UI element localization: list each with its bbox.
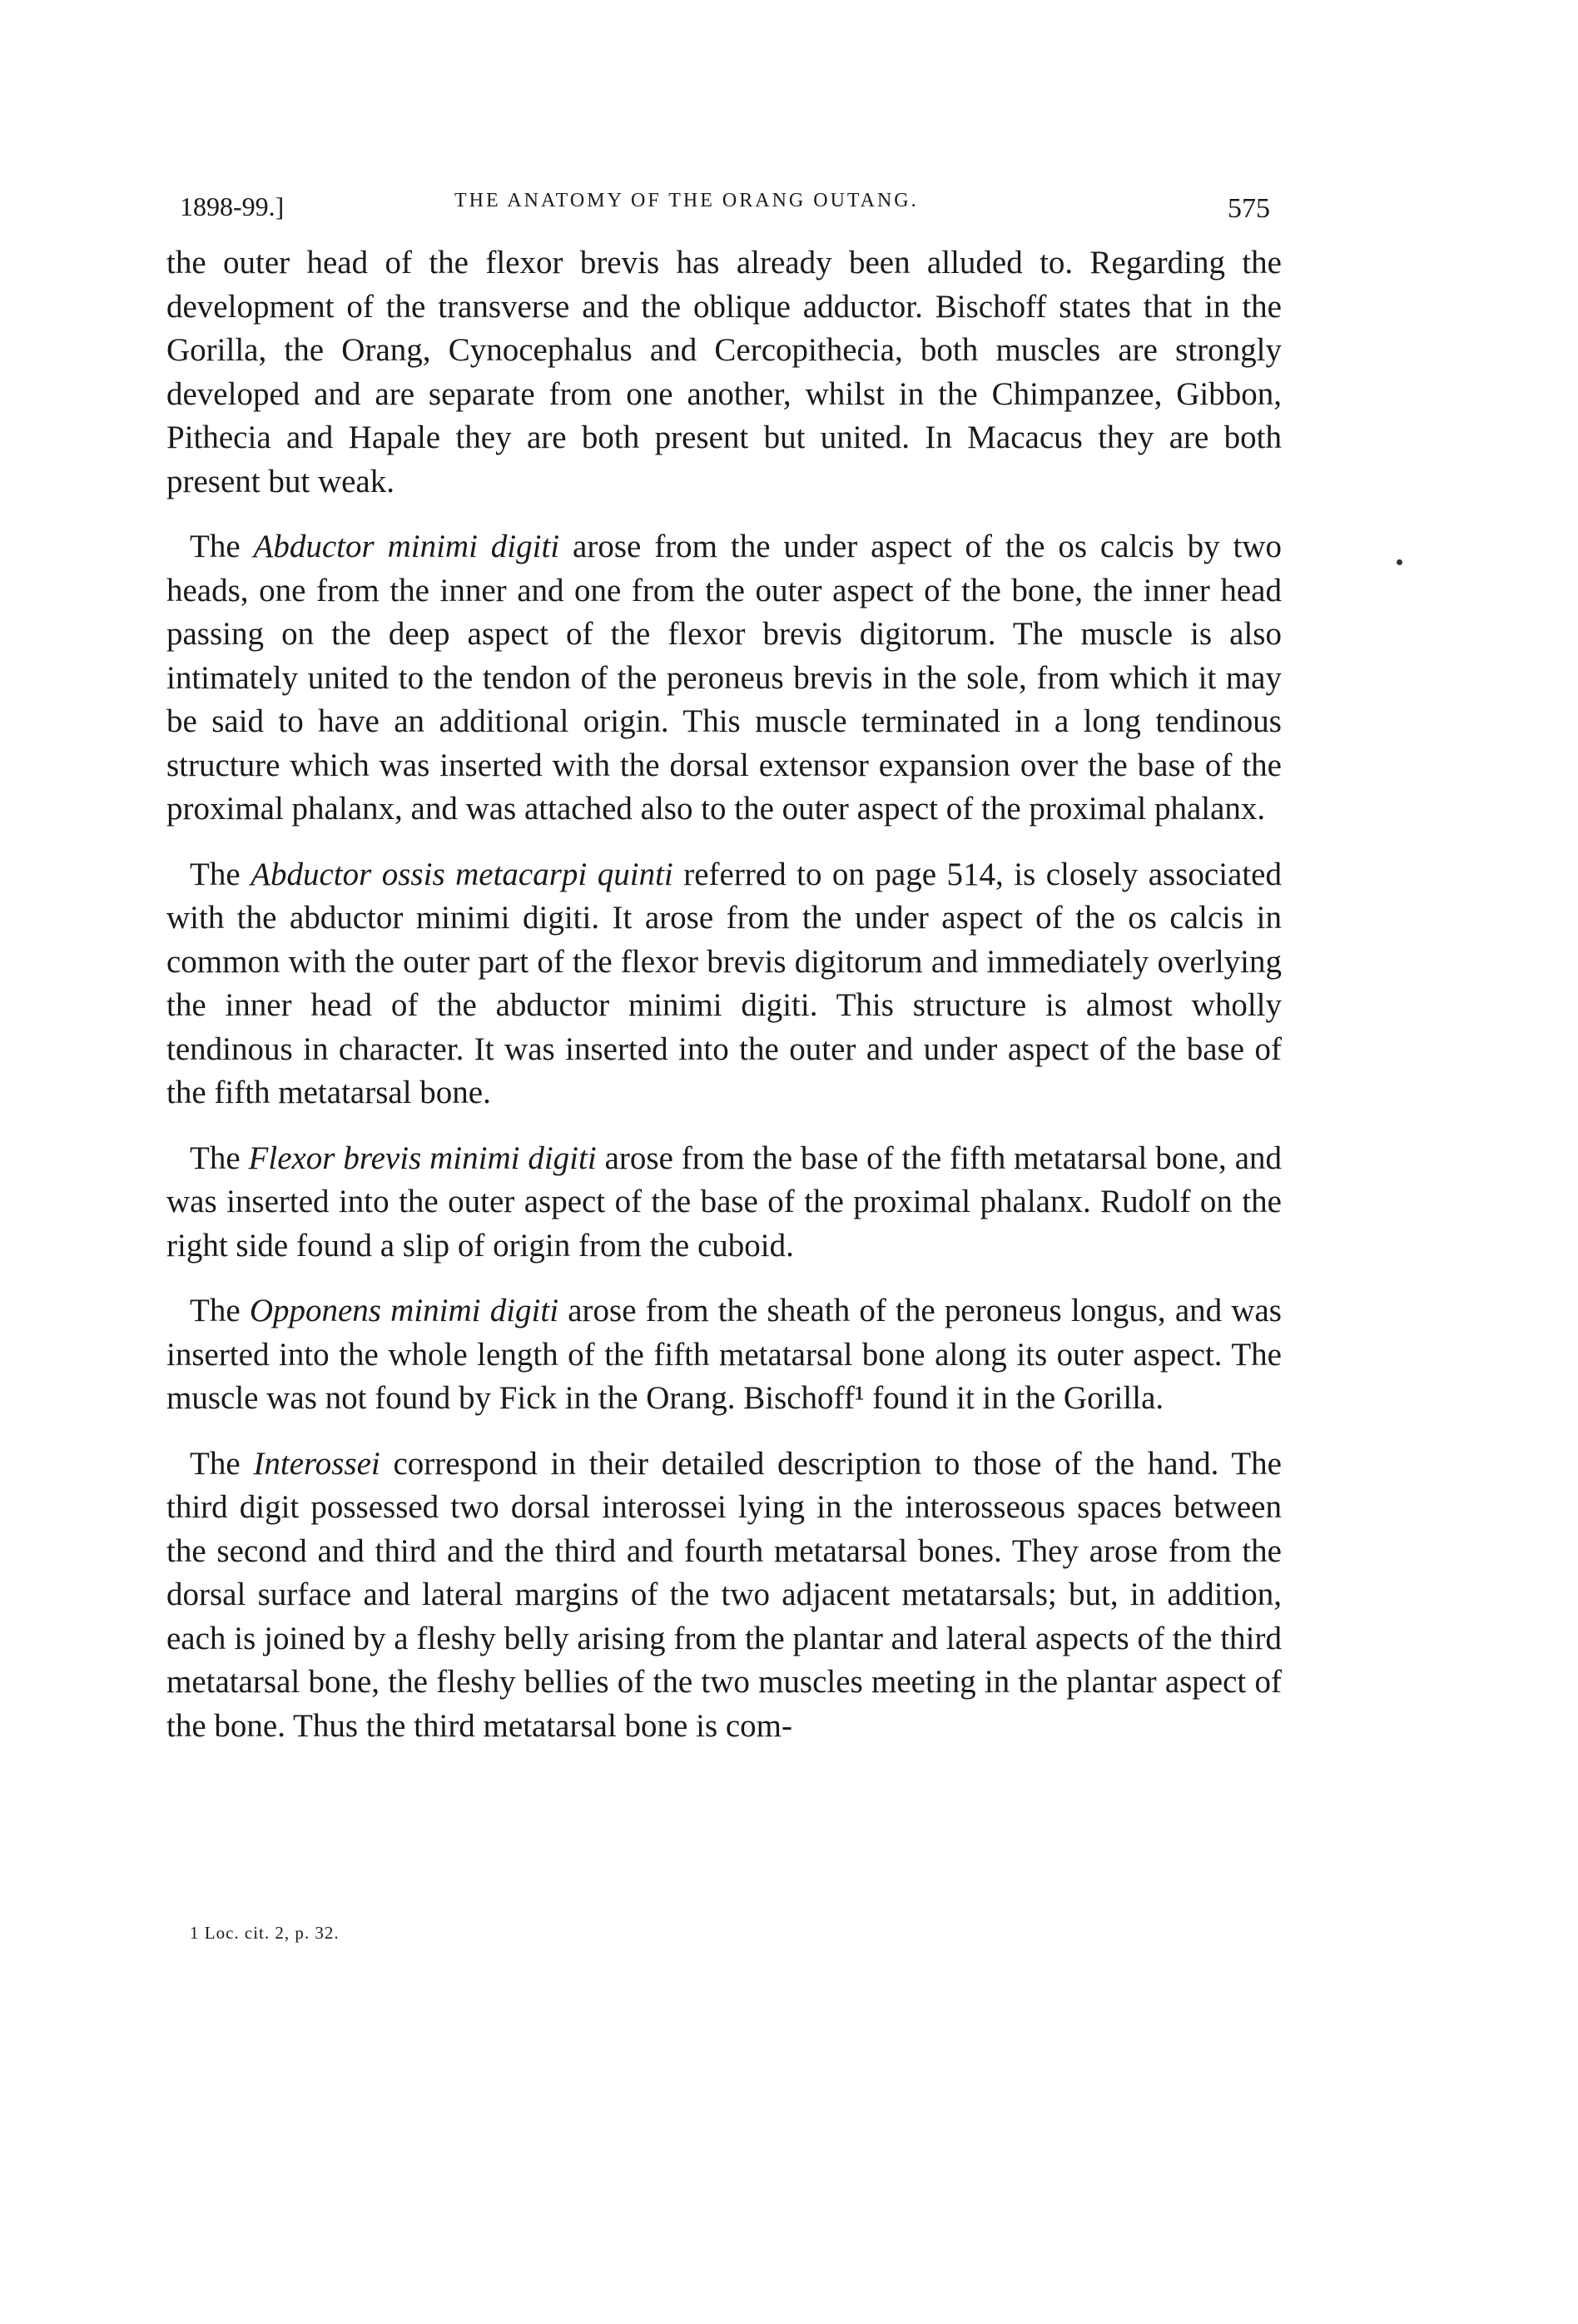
ink-speck — [1397, 559, 1402, 565]
running-header — [180, 183, 1270, 225]
text-run: arose from the base of the fifth metatarsal bone, and was inserted into the outer aspect of the base of the proximal phalanx. Rudolf on the right side found a slip of origin from the cuboid. — [166, 1140, 1283, 1264]
text-run: The — [190, 529, 254, 564]
text-run: the outer head of the flexor brevis has already been alluded to. Regarding the development of the transverse and the oblique adductor. Bischoff states that in the Gorilla, the Orang, Cynocephalus and Cercopithecia, both muscles are strongly developed and are separate from one another, whilst in the Chimpanzee, Gibbon, Pithecia and Hapale they are both present but united. In Macacus they are both present but weak. — [166, 245, 1282, 499]
paragraph-6 — [166, 1443, 1282, 1749]
paragraph-2 — [166, 525, 1282, 832]
paragraph-3 — [166, 853, 1282, 1115]
paragraph-1 — [166, 241, 1282, 504]
body-text — [166, 241, 1282, 1770]
footnote: 1 Loc. cit. 2, p. 32. — [190, 1923, 340, 1943]
text-run: The — [190, 1293, 250, 1328]
header-title: THE ANATOMY OF THE ORANG OUTANG. — [454, 190, 919, 211]
header-year-range: 1898-99.] — [180, 191, 285, 221]
muscle-name: Interossei — [253, 1445, 380, 1482]
text-run: correspond in their detailed description to those of the hand. The third digit possessed two dorsal interossei lying in the interosseous spaces between the second and third and the third and fourth metatarsal bones. They arose from the dorsal surface and lateral margins of the two adjacent metatarsals; but, in addition, each is joined by a fleshy belly arising from the plantar and lateral aspects of the third metatarsal bone, the fleshy bellies of the two muscles meeting in the plantar aspect of the bone. Thus the third metatarsal bone is com- — [166, 1445, 1282, 1744]
muscle-name: Abductor ossis metacarpi quinti — [251, 856, 673, 892]
page-number: 575 — [1228, 193, 1270, 224]
paragraph-4 — [166, 1137, 1282, 1269]
text-run: The — [190, 1445, 254, 1482]
text-run: arose from the sheath of the peroneus longus, and was inserted into the whole length of the fifth metatarsal bone along its outer aspect. The muscle was not found by Fick in the Orang. Bischoff¹ found it in the Gorilla. — [166, 1293, 1282, 1416]
text-run: arose from the under aspect of the os calcis by two heads, one from the inner and one from the outer aspect of the bone, the inner head passing on the deep aspect of the flexor brevis digitorum. The muscle is also intimately united to the tendon of the peroneus brevis in the sole, from which it may be said to have an additional origin. This muscle terminated in a long tendinous structure which was inserted with the dorsal extensor expansion over the base of the proximal phalanx, and was attached also to the outer aspect of the proximal phalanx. — [166, 529, 1282, 827]
muscle-name: Flexor brevis minimi digiti — [248, 1140, 597, 1176]
text-run: The — [190, 856, 251, 892]
muscle-name: Opponens minimi digiti — [249, 1293, 559, 1328]
text-run: The — [190, 1140, 249, 1176]
muscle-name: Abductor minimi digiti — [253, 529, 560, 564]
text-run: referred to on page 514, is closely associated with the abductor minimi digiti. It arose from the under aspect of the os calcis in common with the outer part of the flexor brevis digitorum and immediately overlying the inner head of the abductor minimi digiti. This structure is almost wholly tendinous in character. It was inserted into the outer and under aspect of the base of the fifth metatarsal bone. — [166, 856, 1282, 1110]
paragraph-5 — [166, 1289, 1282, 1421]
